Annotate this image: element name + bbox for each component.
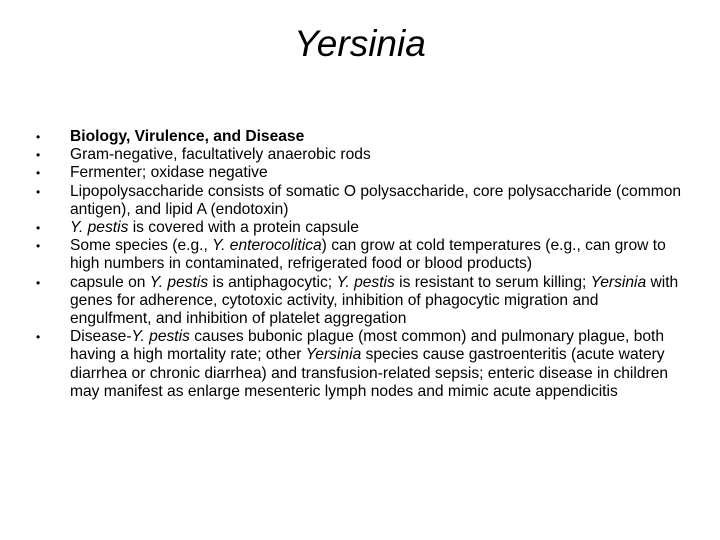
bullet-text: is antiphagocytic; bbox=[208, 273, 337, 291]
italic-text: Y. pestis bbox=[131, 328, 190, 346]
bullet-text: Some species (e.g., bbox=[70, 237, 213, 255]
bullet-item bbox=[36, 274, 684, 329]
bullet-item bbox=[36, 328, 684, 401]
bullet-item bbox=[36, 146, 684, 164]
italic-text: Y. pestis bbox=[336, 273, 395, 291]
bullet-item bbox=[36, 237, 684, 273]
bullet-text: Fermenter; oxidase negative bbox=[70, 164, 268, 182]
bullet-item bbox=[36, 128, 684, 146]
bullet-text: causes bubonic plague (most common) and pulmonary plague, both having a high mortality rate; other bbox=[70, 328, 665, 364]
bullet-text: is resistant to serum killing; bbox=[394, 273, 591, 291]
bullet-dot: • bbox=[36, 239, 41, 254]
italic-text: Yersinia bbox=[305, 346, 362, 364]
bullet-text: ) can grow at cold temperatures (e.g., can grow to high numbers in contaminated, refrigerated food or blood products) bbox=[70, 237, 666, 273]
bullet-item bbox=[36, 183, 684, 219]
italic-text: Y. pestis bbox=[149, 273, 209, 291]
bullet-text: with genes for adherence, cytotoxic activity, inhibition of phagocytic migration and engulfment, and inhibition of platelet aggregation bbox=[70, 273, 679, 328]
italic-text: Yersinia bbox=[590, 273, 647, 291]
bullet-dot: • bbox=[36, 148, 41, 163]
italic-text: Y. pestis bbox=[70, 219, 129, 237]
bullet-dot: • bbox=[36, 184, 41, 199]
bullet-list bbox=[36, 128, 684, 401]
italic-text: Y. enterocolitica bbox=[212, 237, 322, 255]
slide-title: Yersinia bbox=[294, 23, 426, 64]
bullet-text: Disease- bbox=[70, 328, 132, 346]
bullet-text: Gram-negative, facultatively anaerobic rods bbox=[70, 146, 371, 164]
bullet-dot: • bbox=[36, 221, 41, 236]
bullet-item bbox=[36, 164, 684, 182]
bullet-dot: • bbox=[36, 166, 41, 181]
bullet-text: Biology, Virulence, and Disease bbox=[70, 128, 305, 145]
bullet-text: is covered with a protein capsule bbox=[128, 219, 359, 237]
bullet-text: species cause gastroenteritis (acute watery diarrhea or chronic diarrhea) and transfusion-related sepsis; enteric disease in children may manifest as enlarge mesenteric lymph nodes and mimic acute appendicitis bbox=[70, 346, 669, 400]
bullet-dot: • bbox=[36, 330, 41, 345]
bullet-item bbox=[36, 219, 684, 237]
bullet-dot: • bbox=[36, 130, 41, 144]
bullet-text: Lipopolysaccharide consists of somatic O polysaccharide, core polysaccharide (common antigen), and lipid A (endotoxin) bbox=[70, 182, 682, 218]
bullet-dot: • bbox=[36, 275, 41, 290]
bullet-text: capsule on bbox=[70, 273, 150, 291]
